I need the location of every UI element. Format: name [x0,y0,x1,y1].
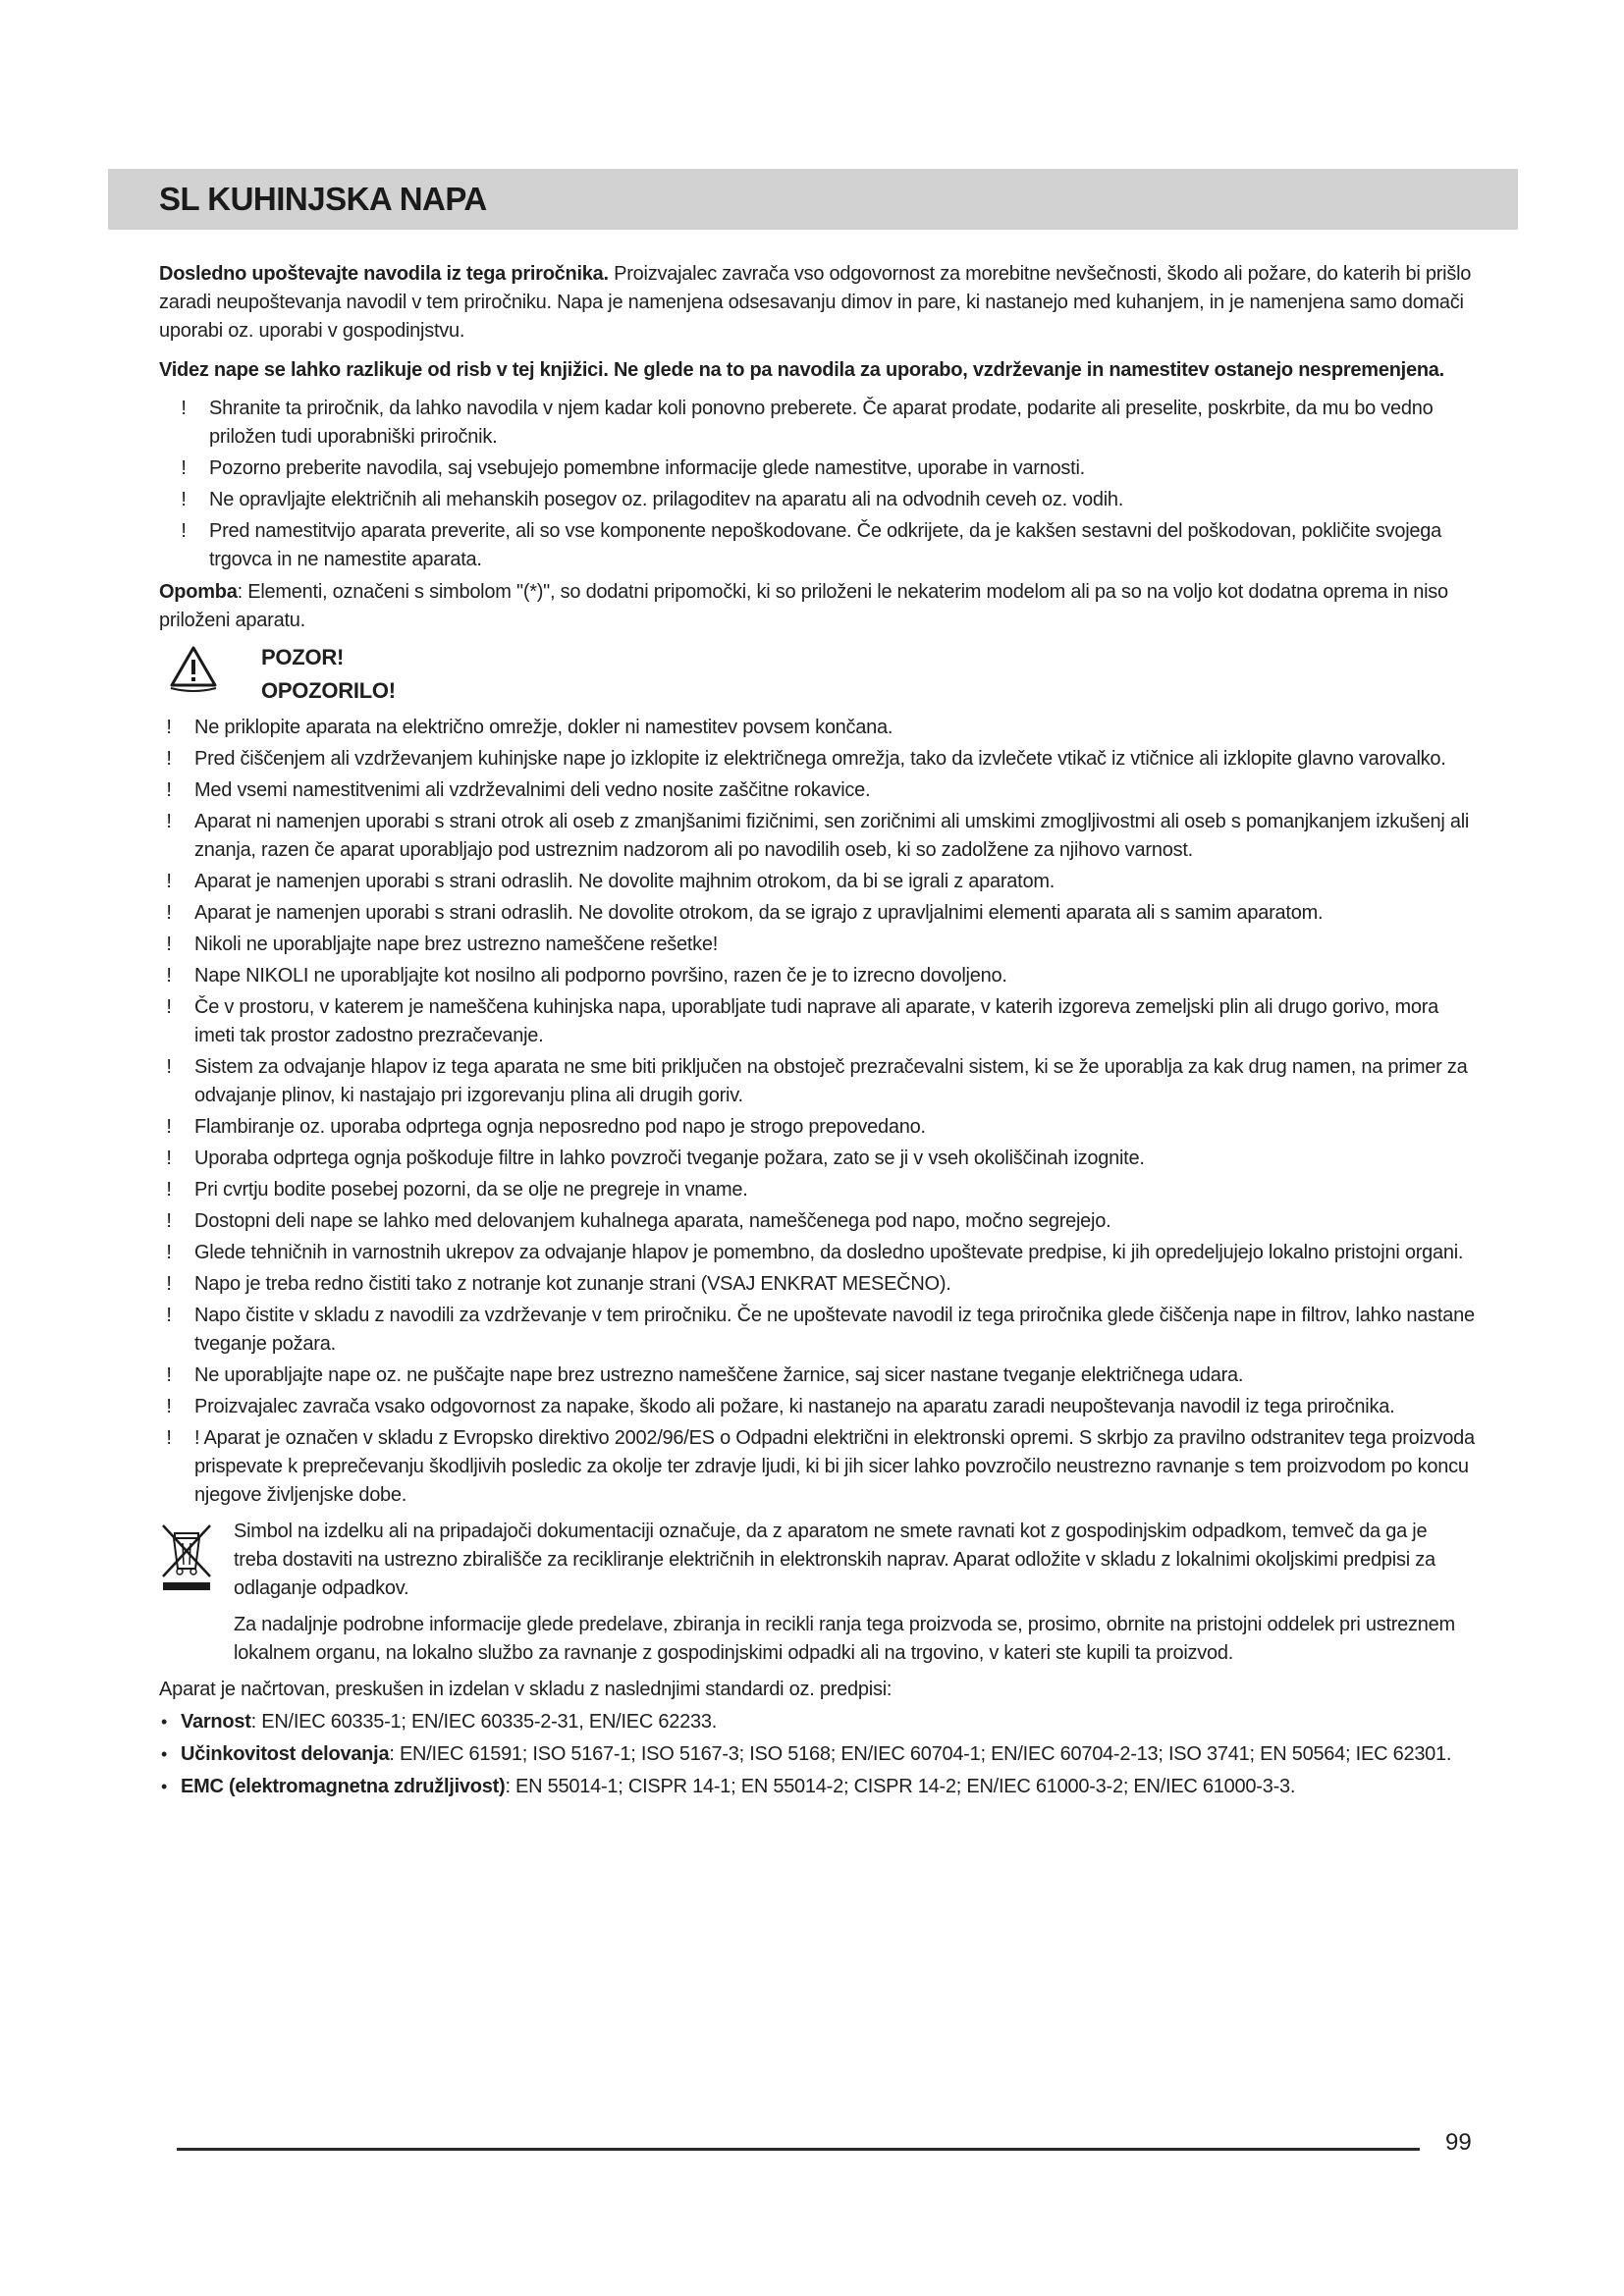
exclamation-bullet-icon: ! [166,934,172,955]
exclamation-bullet-icon: ! [166,1364,172,1386]
standards-item [159,1773,1475,1801]
list-item [159,808,1475,865]
footer-divider [177,2148,1420,2151]
list-item-text: Sistem za odvajanje hlapov iz tega aparata ne sme biti priključen na obstoječ prezračevalni sistem, ki se že uporablja za kak drug namen, na primer za odvajanje plinov, ki nastajajo pri izgorevanju plina ali drugih goriv. [194,1056,1468,1106]
list-item-text: Med vsemi namestitvenimi ali vzdrževalnimi deli vedno nosite zaščitne rokavice. [194,779,871,801]
exclamation-bullet-icon: ! [166,1305,172,1326]
standards-item-text: : EN/IEC 61591; ISO 5167-1; ISO 5167-3; ISO 5168; EN/IEC 60704-1; EN/IEC 60704-2-13; ISO 3741; EN 50564; IEC 62301. [389,1743,1452,1765]
standards-intro: Aparat je načrtovan, preskušen in izdelan v skladu z naslednjimi standardi oz. predpisi: [159,1679,893,1700]
list-item [159,962,1475,990]
standards-list [159,1708,1475,1801]
exclamation-bullet-icon: ! [166,717,172,738]
list-item [159,993,1475,1050]
note-paragraph [159,578,1475,635]
exclamation-bullet-icon: ! [166,1427,172,1449]
dot-bullet-icon: • [161,1777,168,1796]
intro-paragraph [159,260,1475,346]
list-item [159,1362,1475,1390]
standards-item-label: EMC (elektromagnetna združljivost) [181,1776,506,1797]
list-item-text: Pri cvrtju bodite posebej pozorni, da se olje ne pregreje in vname. [194,1179,748,1201]
list-item-text: Uporaba odprtega ognja poškoduje filtre in lahko povzroči tveganje požara, zato se ji v vseh okoliščinah izognite. [194,1148,1145,1169]
standards-item-label: Varnost [181,1711,251,1733]
warning-block [159,639,1475,714]
list-item-text: Ne opravljajte električnih ali mehanskih posegov oz. prilagoditev na aparatu ali na odvodnih ceveh oz. vodih. [209,489,1124,510]
page-title: SL KUHINJSKA NAPA [159,181,487,217]
list-item [159,1270,1475,1299]
list-item [174,395,1475,452]
warning-label-warning: OPOZORILO! [261,678,396,703]
exclamation-bullet-icon: ! [181,520,187,542]
exclamation-bullet-icon: ! [166,871,172,892]
list-item-text: Napo je treba redno čistiti tako z notranje kot zunanje strani (VSAJ ENKRAT MESEČNO). [194,1273,951,1295]
exclamation-bullet-icon: ! [181,489,187,510]
list-item-text: Nape NIKOLI ne uporabljajte kot nosilno ali podporno površino, razen če je to izrecno dovoljeno. [194,965,1007,987]
warning-triangle-icon [169,645,218,692]
list-item-text: Shranite ta priročnik, da lahko navodila v njem kadar koli ponovno preberete. Če aparat prodate, podarite ali preselite, poskrbite, da mu bo vedno priložen tudi uporabniški priročnik. [209,398,1434,448]
list-item-text: Pozorno preberite navodila, saj vsebujejo pomembne informacije glede namestitve, uporabe in varnosti. [209,457,1085,479]
list-item-text: Aparat je namenjen uporabi s strani odraslih. Ne dovolite majhnim otrokom, da bi se igrali z aparatom. [194,871,1056,892]
list-item [159,1424,1475,1510]
list-item-text: Flambiranje oz. uporaba odprtega ognja neposredno pod napo je strogo prepovedano. [194,1116,926,1138]
list-item [159,899,1475,928]
list-item [159,714,1475,742]
exclamation-bullet-icon: ! [166,996,172,1018]
exclamation-bullet-icon: ! [181,457,187,479]
list-item [159,1145,1475,1173]
exclamation-bullet-icon: ! [166,902,172,924]
exclamation-bullet-icon: ! [166,779,172,801]
weee-paragraph-1: Simbol na izdelku ali na pripadajoči dokumentaciji označuje, da z aparatom ne smete ravnati kot z gospodinjskim odpadkom, temveč da ga je treba dostaviti na ustrezno zbirališče za recikliranje električnih in elektronskih naprav. Aparat odložite v skladu z lokalnimi okoljskimi predpisi za odlaganje odpadkov. [234,1521,1435,1599]
exclamation-bullet-icon: ! [166,1056,172,1078]
list-item-text: Proizvajalec zavrača vsako odgovornost za napake, škodo ali požare, ki nastanejo na aparatu zaradi neupoštevanja navodil iz tega priročnika. [194,1396,1395,1417]
exclamation-bullet-icon: ! [166,748,172,770]
list-item [159,1393,1475,1421]
standards-item-text: : EN 55014-1; CISPR 14-1; EN 55014-2; CISPR 14-2; EN/IEC 61000-3-2; EN/IEC 61000-3-3. [505,1776,1296,1797]
list-item [159,776,1475,805]
list-item-text: Ne uporabljajte nape oz. ne puščajte nape brez ustrezno nameščene žarnice, saj sicer nastane tveganje električnega udara. [194,1364,1244,1386]
list-item [159,1113,1475,1142]
list-item-text: ! Aparat je označen v skladu z Evropsko direktivo 2002/96/ES o Odpadni električni in elektronski opremi. S skrbjo za pravilno odstranitev tega proizvoda prispevate k preprečevanju škodljivih posledic za okolje ter zdravje ljudi, ki bi jih sicer lahko povzročilo neustrezno ravnanje s tem proizvodom po koncu njegove življenjske dobe. [194,1427,1475,1506]
note-label: Opomba [159,581,238,603]
exclamation-bullet-icon: ! [166,1210,172,1232]
warning-label-caution: POZOR! [261,645,345,669]
list-item-text: Napo čistite v skladu z navodili za vzdrževanje v tem priročniku. Če ne upoštevate navodil iz tega priročnika glede čiščenja nape in filtrov, lahko nastane tveganje požara. [194,1305,1475,1355]
intro-bold-lead: Dosledno upoštevajte navodila iz tega priročnika. [159,263,609,285]
dot-bullet-icon: • [161,1712,168,1732]
list-item [174,454,1475,483]
document-body [159,260,1475,1805]
weee-section [159,1518,1475,1668]
list-item-text: Nikoli ne uporabljajte nape brez ustrezno nameščene rešetke! [194,934,719,955]
list-item [159,1207,1475,1236]
list-item-text: Pred namestitvijo aparata preverite, ali so vse komponente nepoškodovane. Če odkrijete, da je kakšen sestavni del poškodovan, pokličite svojega trgovca in ne namestite aparata. [209,520,1442,570]
list-item [159,931,1475,959]
list-item [174,517,1475,574]
exclamation-bullet-icon: ! [166,1148,172,1169]
exclamation-bullet-icon: ! [166,1242,172,1263]
intro-text: Proizvajalec zavrača vso odgovornost za morebitne nevšečnosti, škodo ali požare, do katerih bi prišlo zaradi neupoštevanja navodil v tem priročniku. Napa je namenjena odsesavanju dimov in pare, ki nastanejo med kuhanjem, in je namenjena samo domači uporabi oz. uporabi v gospodinjstvu. [159,263,1472,342]
standards-item-text: : EN/IEC 60335-1; EN/IEC 60335-2-31, EN/IEC 62233. [250,1711,718,1733]
general-instructions-list [159,395,1475,574]
safety-warnings-list [159,714,1475,1510]
list-item [159,1053,1475,1110]
list-item-text: Glede tehničnih in varnostnih ukrepov za odvajanje hlapov je pomembno, da dosledno upoštevate predpise, ki jih opredeljujejo lokalno pristojni organi. [194,1242,1464,1263]
list-item-text: Če v prostoru, v katerem je nameščena kuhinjska napa, uporabljate tudi naprave ali aparate, v katerih izgoreva zemeljski plin ali drugo gorivo, mora imeti tak prostor zadostno prezračevanje. [194,996,1439,1046]
standards-item-label: Učinkovitost delovanja [181,1743,390,1765]
note-text: : Elementi, označeni s simbolom "(*)", so dodatni pripomočki, ki so priloženi le nekaterim modelom ali pa so na voljo kot dodatna oprema in niso priloženi aparatu. [159,581,1448,631]
crossed-out-wheelie-bin-icon [159,1522,214,1592]
list-item [159,868,1475,896]
list-item [159,1239,1475,1267]
list-item [159,1176,1475,1204]
standards-item [159,1708,1475,1736]
dot-bullet-icon: • [161,1744,168,1764]
exclamation-bullet-icon: ! [166,1396,172,1417]
list-item-text: Aparat je namenjen uporabi s strani odraslih. Ne dovolite otrokom, da se igrajo z upravljalnimi elementi aparata ali s samim aparatom. [194,902,1324,924]
standards-item [159,1740,1475,1769]
list-item-text: Pred čiščenjem ali vzdrževanjem kuhinjske nape jo izklopite iz električnega omrežja, tako da izvlečete vtikač iz vtičnice ali izklopite glavno varovalko. [194,748,1446,770]
list-item [174,486,1475,514]
exclamation-bullet-icon: ! [166,811,172,832]
exclamation-bullet-icon: ! [181,398,187,419]
list-item [159,745,1475,774]
list-item-text: Aparat ni namenjen uporabi s strani otrok ali oseb z zmanjšanimi fizičnimi, sen zoričnimi ali umskimi zmogljivostmi ali oseb s pomanjkanjem izkušenj ali znanja, razen če aparat uporabljajo pod ustreznim nadzorom ali po navodilih oseb, ki so zadolžene za njihovo varnost. [194,811,1470,861]
appearance-notice: Videz nape se lahko razlikuje od risb v tej knjižici. Ne glede na to pa navodila za uporabo, vzdrževanje in namestitev ostanejo nespremenjena. [159,359,1444,381]
list-item-text: Ne priklopite aparata na električno omrežje, dokler ni namestitev povsem končana. [194,717,893,738]
weee-paragraph-2: Za nadaljnje podrobne informacije glede predelave, zbiranja in recikli ranja tega proizvoda se, prosimo, obrnite na pristojni oddelek pri ustreznem lokalnem organu, na lokalno službo za ravnanje z gospodinjskimi odpadki ali na trgovino, v kateri ste kupili ta proizvod. [234,1614,1455,1664]
page-number: 99 [1445,2129,1472,2156]
list-item-text: Dostopni deli nape se lahko med delovanjem kuhalnega aparata, nameščenega pod napo, močno segrejejo. [194,1210,1111,1232]
exclamation-bullet-icon: ! [166,1179,172,1201]
exclamation-bullet-icon: ! [166,1116,172,1138]
exclamation-bullet-icon: ! [166,1273,172,1295]
exclamation-bullet-icon: ! [166,965,172,987]
list-item [159,1302,1475,1359]
section-header-bar [108,169,1518,230]
